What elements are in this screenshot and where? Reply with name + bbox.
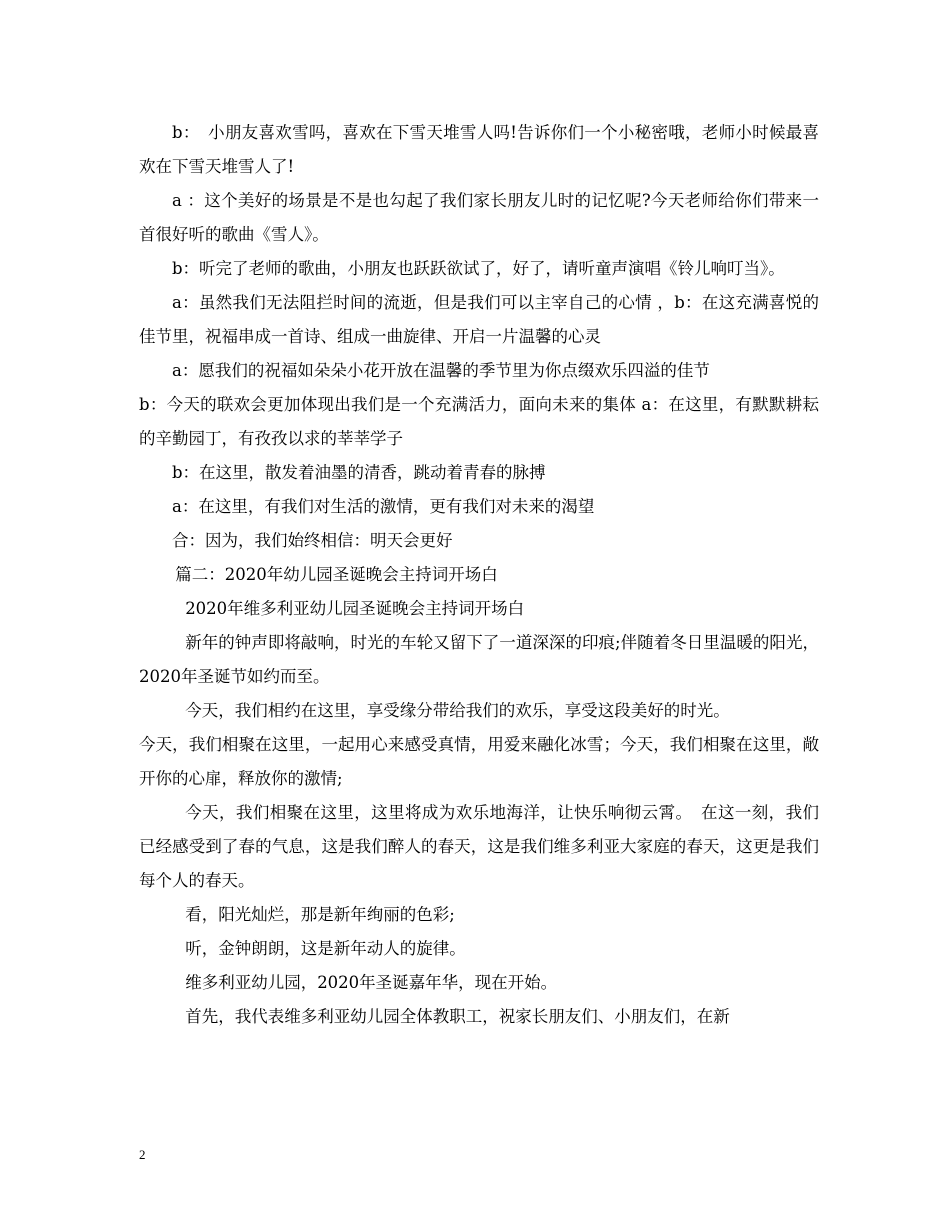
paragraph: b：在这里，散发着油墨的清香，跳动着青春的脉搏 xyxy=(172,463,546,482)
paragraph: 今天，我们相聚在这里，这里将成为欢乐地海洋，让快乐响彻云霄。 在这一刻，我们已经感受到了春的气息，这是我们醉人的春天，这是我们维多利亚大家庭的春天，这更是我们每个人的春天。 xyxy=(139,803,819,890)
paragraph: b：听完了老师的歌曲，小朋友也跃跃欲试了，好了，请听童声演唱《铃儿响叮当》。 xyxy=(172,259,785,278)
paragraph: b： 小朋友喜欢雪吗，喜欢在下雪天堆雪人吗!告诉你们一个小秘密哦，老师小时候最喜欢在下雪天堆雪人了! xyxy=(139,123,819,176)
paragraph: 合：因为，我们始终相信：明天会更好 xyxy=(172,531,453,550)
paragraph: a：愿我们的祝福如朵朵小花开放在温馨的季节里为你点缀欢乐四溢的佳节 xyxy=(172,361,710,380)
paragraph: 今天，我们相聚在这里，一起用心来感受真情，用爱来融化冰雪；今天，我们相聚在这里，敞开你的心扉，释放你的激情; xyxy=(139,735,819,788)
document-body xyxy=(139,116,819,1034)
paragraph: 首先，我代表维多利亚幼儿园全体教职工，祝家长朋友们、小朋友们，在新 xyxy=(185,1007,730,1026)
paragraph: a：在这里，有我们对生活的激情，更有我们对未来的渴望 xyxy=(172,497,595,516)
paragraph: a：虽然我们无法阻拦时间的流逝，但是我们可以主宰自己的心情 ，b：在这充满喜悦的佳节里，祝福串成一首诗、组成一曲旋律、开启一片温馨的心灵 xyxy=(139,293,819,346)
page-number: 2 xyxy=(139,1147,146,1162)
paragraph: 看，阳光灿烂，那是新年绚丽的色彩; xyxy=(185,905,455,924)
paragraph: 今天，我们相约在这里，享受缘分带给我们的欢乐，享受这段美好的时光。 xyxy=(185,701,730,720)
paragraph: 新年的钟声即将敲响，时光的车轮又留下了一道深深的印痕;伴随着冬日里温暖的阳光，2020年圣诞节如约而至。 xyxy=(139,633,819,686)
paragraph: a ：这个美好的场景是不是也勾起了我们家长朋友儿时的记忆呢?今天老师给你们带来一首很好听的歌曲《雪人》。 xyxy=(139,191,819,244)
paragraph: b：今天的联欢会更加体现出我们是一个充满活力，面向未来的集体 a：在这里，有默默耕耘的辛勤园丁，有孜孜以求的莘莘学子 xyxy=(139,395,819,448)
paragraph: 听，金钟朗朗，这是新年动人的旋律。 xyxy=(185,939,466,958)
section-heading: 篇二：2020年幼儿园圣诞晚会主持词开场白 xyxy=(175,565,498,584)
paragraph: 维多利亚幼儿园，2020年圣诞嘉年华，现在开始。 xyxy=(185,973,558,992)
document-title: 2020年维多利亚幼儿园圣诞晚会主持词开场白 xyxy=(185,599,525,618)
